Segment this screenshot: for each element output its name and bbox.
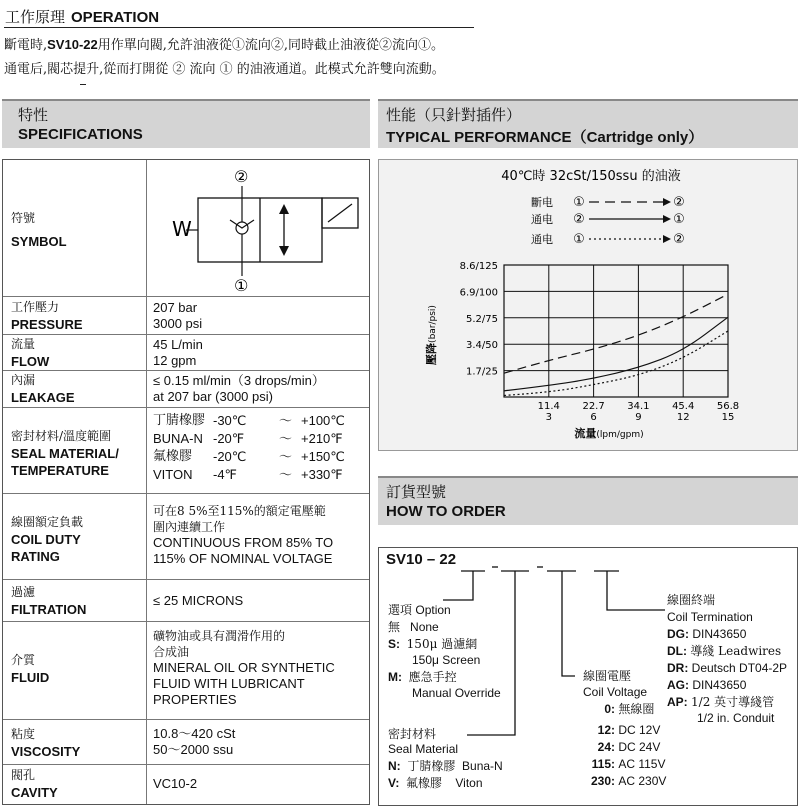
order-voltage-115 — [583, 756, 665, 772]
termination-dg-val: DIN43650 — [692, 627, 747, 641]
leader-option — [443, 571, 473, 600]
performance-chart-panel — [378, 159, 798, 451]
spec-label-symbol-zh: 符號 — [11, 211, 36, 225]
symbol-arrow-down — [279, 246, 289, 256]
y-axis-label — [424, 305, 438, 365]
seal-low-viton-f: -4℉ — [213, 467, 237, 482]
y-tick-label: 8.6/125 — [459, 261, 498, 272]
termination-ag-val: DIN43650 — [692, 678, 747, 692]
spec-label-cavity-en: CAVITY — [11, 785, 58, 800]
valve-symbol-diagram — [168, 164, 363, 294]
seal-buna-key: N: — [388, 759, 401, 773]
termination-ap-val: 1/2 英寸導綫管 — [691, 695, 775, 709]
x-axis-label-text: 流量 — [574, 427, 597, 440]
spec-value-filtration: ≤ 25 MICRONS — [153, 593, 244, 608]
operation-model: SV10-22 — [47, 37, 98, 52]
option-manual-key: M: — [388, 670, 402, 684]
order-option-none — [388, 619, 439, 635]
spec-divider — [146, 494, 147, 579]
order-option-screen-en: 150μ Screen — [412, 653, 481, 667]
spec-label-flow-en: FLOW — [11, 354, 50, 369]
spec-label-filtration-zh: 過濾 — [11, 585, 36, 599]
chart-title: 40℃時 32cSt/150ssu 的油液 — [501, 169, 681, 184]
legend-item-deenergized — [531, 195, 685, 210]
spec-label-flow-zh: 流量 — [11, 337, 36, 351]
spec-row-coil-duty — [3, 494, 369, 580]
operation-line-1-post: 用作單向閥,允許油液從①流向②,同時截止油液從②流向①。 — [97, 38, 444, 53]
seal-buna-zh: 丁腈橡膠 — [407, 759, 456, 773]
spec-value-coil-duty — [153, 503, 333, 567]
order-voltage-230 — [583, 773, 666, 789]
spec-label-pressure-en: PRESSURE — [11, 317, 83, 332]
spec-label-leakage — [11, 372, 75, 406]
seal-sep: ～ — [279, 413, 293, 428]
seal-low-fkm-c: -20℃ — [213, 449, 247, 464]
symbol-solenoid-diagonal — [328, 204, 352, 222]
spec-label-cavity — [11, 767, 58, 801]
fluid-en-3: PROPERTIES — [153, 692, 237, 707]
y-tick-label: 6.9/100 — [459, 287, 498, 299]
spec-label-viscosity-zh: 粘度 — [11, 727, 36, 741]
seal-name-nbr: 丁腈橡膠 — [153, 413, 206, 428]
legend-label-2: 通电 — [531, 213, 553, 226]
y-axis-label-unit: (bar/psi) — [428, 305, 438, 343]
spec-label-fluid — [11, 652, 49, 686]
voltage-12-key: 12: — [597, 723, 615, 737]
option-none-key: 無 — [388, 620, 401, 634]
spec-label-filtration — [11, 584, 86, 618]
spec-row-symbol — [3, 160, 369, 297]
viscosity-cst: 10.8～420 cSt — [153, 726, 236, 741]
order-option-manual-en: Manual Override — [412, 686, 501, 700]
order-termination-dl — [667, 643, 781, 659]
symbol-port-1: ① — [234, 276, 249, 294]
order-option-manual — [388, 669, 457, 685]
voltage-12-val: DC 12V — [618, 723, 661, 737]
order-termination-dg — [667, 626, 746, 642]
spec-label-coil-en-1: COIL DUTY — [11, 532, 81, 547]
order-seal-viton — [388, 775, 483, 791]
x-tick-label-gpm: 3 — [545, 412, 552, 423]
spec-label-fluid-zh: 介質 — [11, 653, 36, 667]
order-option-title-zh: 選項 — [388, 603, 413, 617]
spec-divider — [146, 720, 147, 764]
spec-value-cavity: VC10-2 — [153, 776, 198, 791]
legend-label-3: 通电 — [531, 233, 553, 246]
order-panel — [378, 547, 798, 806]
seal-sep: ～ — [279, 467, 293, 482]
seal-high-buna-f: +210℉ — [301, 431, 343, 446]
specifications-table — [2, 159, 370, 805]
order-termination-ap-en: 1/2 in. Conduit — [697, 711, 775, 725]
order-header-zh: 訂貨型號 — [386, 483, 447, 501]
seal-buna-en: Buna-N — [462, 759, 503, 773]
order-termination-dr — [667, 660, 787, 676]
option-none-en: None — [410, 620, 439, 634]
legend-from-1: ① — [573, 195, 585, 210]
spec-row-pressure — [3, 297, 369, 335]
specifications-header — [2, 99, 370, 148]
chart-y-axis-label — [424, 305, 438, 365]
order-voltage-title-en: Coil Voltage — [583, 685, 648, 699]
spec-label-cavity-zh: 閥孔 — [11, 768, 36, 782]
termination-dr-val: Deutsch DT04-2P — [691, 661, 788, 675]
specifications-header-zh: 特性 — [18, 106, 49, 124]
fluid-en-2: FLUID WITH LUBRICANT — [153, 676, 305, 691]
x-tick-label-lpm: 22.7 — [582, 401, 605, 412]
leader-termination — [607, 571, 665, 610]
seal-high-viton-f: +330℉ — [301, 467, 343, 482]
seal-sep: ～ — [279, 449, 293, 464]
spec-row-viscosity — [3, 720, 369, 765]
operation-dash — [80, 84, 86, 85]
fluid-en-1: MINERAL OIL OR SYNTHETIC — [153, 660, 335, 675]
voltage-115-key: 115: — [591, 757, 615, 771]
legend-to-2: ① — [673, 212, 685, 227]
operation-line-2: 通電后,閥芯提升,從而打開從 ② 流向 ① 的油液通道。此模式允許雙向流動。 — [4, 62, 445, 77]
seal-low-nbr-c: -30℃ — [213, 413, 247, 428]
order-termination-ag — [667, 677, 746, 693]
flow-gpm: 12 gpm — [153, 353, 197, 368]
spec-divider — [146, 622, 147, 719]
legend-item-energized-1-2 — [531, 232, 685, 247]
legend-to-1: ② — [673, 195, 685, 210]
order-header — [378, 476, 798, 525]
symbol-spring: W — [172, 217, 192, 241]
spec-label-seal — [11, 428, 119, 479]
spec-row-flow — [3, 335, 369, 371]
spec-label-leakage-zh: 內漏 — [11, 373, 36, 387]
viscosity-ssu: 50～2000 ssu — [153, 742, 234, 757]
termination-ag-key: AG: — [667, 678, 689, 692]
spec-label-pressure — [11, 299, 83, 333]
spec-label-seal-en-2: TEMPERATURE — [11, 463, 109, 478]
performance-header — [378, 99, 798, 148]
order-model-code: SV10 – 22 — [386, 551, 457, 568]
y-tick-label: 3.4/50 — [466, 340, 498, 352]
seal-temperature-table — [153, 413, 361, 483]
operation-title-zh: 工作原理 — [5, 8, 66, 26]
order-termination-title-en: Coil Termination — [667, 610, 753, 624]
operation-title-en: OPERATION — [71, 9, 160, 26]
termination-dg-key: DG: — [667, 627, 689, 641]
spec-row-leakage — [3, 371, 369, 408]
order-termination-ap — [667, 694, 774, 710]
spec-row-filtration — [3, 580, 369, 622]
seal-high-nbr-c: +100℃ — [301, 413, 345, 428]
termination-dr-key: DR: — [667, 661, 689, 675]
order-termination-title-zh: 線圈終端 — [667, 593, 716, 607]
order-header-en: HOW TO ORDER — [386, 503, 506, 520]
symbol-arrow-up — [279, 204, 289, 214]
y-tick-label: 5.2/75 — [466, 313, 498, 325]
legend-arrow-2 — [663, 215, 671, 223]
pressure-bar: 207 bar — [153, 300, 198, 315]
termination-dl-key: DL: — [667, 644, 687, 658]
x-tick-label-lpm: 45.4 — [672, 401, 695, 412]
order-seal-title-en: Seal Material — [388, 742, 459, 756]
spec-label-coil-duty — [11, 514, 83, 565]
fluid-zh-1: 礦物油或具有潤滑作用的 — [153, 629, 286, 643]
coil-duty-zh-1: 可在8 5%至115%的額定電壓範 — [153, 504, 326, 518]
x-tick-label-lpm: 11.4 — [537, 401, 560, 412]
operation-title — [5, 6, 159, 27]
order-voltage-24 — [583, 739, 660, 755]
leakage-rate: ≤ 0.15 ml/min（3 drops/min） — [153, 373, 325, 388]
spec-label-leakage-en: LEAKAGE — [11, 390, 75, 405]
spec-label-filtration-en: FILTRATION — [11, 602, 87, 617]
option-manual-zh: 應急手控 — [408, 670, 457, 684]
legend-from-3: ① — [573, 232, 585, 247]
order-seal-title-zh: 密封材料 — [388, 727, 437, 741]
legend-arrow-1 — [663, 198, 671, 206]
order-voltage-12 — [583, 722, 660, 738]
spec-row-cavity — [3, 765, 369, 804]
operation-line-1-pre: 斷電時, — [4, 38, 48, 53]
spec-label-coil-zh: 線圈額定負載 — [11, 515, 84, 529]
seal-grid — [153, 413, 361, 483]
chart-plot-area — [460, 261, 739, 423]
voltage-115-val: AC 115V — [618, 757, 666, 771]
x-axis-label-unit: (lpm/gpm) — [596, 430, 644, 440]
spec-divider — [146, 408, 147, 493]
plot-frame — [504, 265, 728, 397]
spec-value-pressure — [153, 300, 202, 332]
order-option-screen — [388, 636, 477, 652]
spec-value-flow — [153, 337, 203, 369]
legend-item-energized-2-1 — [531, 212, 685, 227]
performance-header-en: TYPICAL PERFORMANCE（Cartridge only） — [386, 129, 704, 146]
spec-label-pressure-zh: 工作壓力 — [11, 300, 60, 314]
spec-label-flow — [11, 336, 49, 370]
spec-value-viscosity — [153, 726, 235, 758]
fluid-zh-2: 合成油 — [153, 645, 190, 659]
specifications-header-en: SPECIFICATIONS — [18, 126, 143, 143]
coil-duty-en-1: CONTINUOUS FROM 85% TO — [153, 535, 334, 550]
spec-divider — [146, 160, 147, 296]
coil-duty-zh-2: 圍內連續工作 — [153, 520, 226, 534]
voltage-0-key: 0: — [604, 702, 615, 716]
seal-viton-zh: 氟橡膠 — [406, 776, 443, 790]
spec-row-fluid — [3, 622, 369, 720]
spec-label-fluid-en: FLUID — [11, 670, 50, 685]
seal-name-fkm: 氟橡膠 — [153, 449, 193, 464]
termination-dl-val: 導綫 Leadwires — [690, 644, 782, 658]
operation-rule — [4, 27, 474, 28]
leader-voltage — [562, 571, 575, 676]
spec-label-coil-en-2: RATING — [11, 549, 60, 564]
spec-label-seal-en-1: SEAL MATERIAL/ — [11, 446, 119, 461]
coil-duty-en-2: 115% OF NOMINAL VOLTAGE — [153, 551, 333, 566]
x-tick-label-lpm: 34.1 — [627, 401, 650, 412]
spec-label-symbol-en: SYMBOL — [11, 234, 67, 249]
spec-divider — [146, 335, 147, 370]
legend-from-2: ② — [573, 212, 585, 227]
performance-chart — [379, 160, 797, 450]
spec-value-leakage — [153, 373, 325, 405]
x-tick-label-gpm: 15 — [721, 412, 735, 423]
spec-label-symbol — [11, 210, 67, 250]
seal-viton-en: Viton — [455, 776, 483, 790]
termination-ap-key: AP: — [667, 695, 688, 709]
pressure-psi: 3000 psi — [153, 316, 203, 331]
spec-label-seal-zh: 密封材料/溫度範圍 — [11, 429, 112, 443]
seal-name-buna: BUNA-N — [153, 431, 203, 446]
legend-arrow-3 — [663, 235, 671, 243]
voltage-24-key: 24: — [597, 740, 615, 754]
x-tick-label-gpm: 9 — [635, 412, 642, 423]
x-tick-label-gpm: 12 — [676, 412, 690, 423]
x-axis-label — [574, 426, 643, 440]
x-tick-label-lpm: 56.8 — [716, 401, 740, 412]
seal-high-fkm-c: +150℃ — [301, 449, 345, 464]
voltage-24-val: DC 24V — [618, 740, 661, 754]
seal-low-buna-f: -20℉ — [213, 431, 245, 446]
performance-header-zh: 性能（只針對插件） — [386, 106, 522, 124]
leakage-condition: at 207 bar (3000 psi) — [153, 389, 273, 404]
seal-sep: ～ — [279, 431, 293, 446]
spec-row-seal — [3, 408, 369, 494]
spec-divider — [146, 371, 147, 407]
voltage-230-val: AC 230V — [618, 774, 667, 788]
option-screen-zh: 150μ 過濾網 — [406, 637, 478, 651]
spec-divider — [146, 580, 147, 621]
x-tick-label-gpm: 6 — [590, 412, 597, 423]
series-line-dashed — [504, 294, 728, 373]
chart-legend — [531, 195, 685, 247]
legend-label-1: 斷电 — [531, 196, 553, 209]
order-seal-buna — [388, 758, 503, 774]
spec-label-viscosity — [11, 726, 80, 760]
legend-to-3: ② — [673, 232, 685, 247]
spec-divider — [146, 765, 147, 804]
voltage-230-key: 230: — [590, 774, 615, 788]
voltage-0-val: 無線圈 — [618, 702, 655, 716]
spec-divider — [146, 297, 147, 334]
order-voltage-title-zh: 線圈電壓 — [583, 669, 632, 683]
spec-label-viscosity-en: VISCOSITY — [11, 744, 81, 759]
y-tick-label: 1.7/25 — [466, 366, 498, 378]
order-option-title-en: Option — [415, 603, 451, 617]
operation-line-1 — [4, 34, 444, 53]
order-option-title — [388, 602, 451, 618]
option-screen-key: S: — [388, 637, 400, 651]
flow-lpm: 45 L/min — [153, 337, 203, 352]
seal-viton-key: V: — [388, 776, 400, 790]
seal-name-viton: VITON — [153, 467, 193, 482]
spec-value-fluid — [153, 628, 335, 708]
y-axis-label-text: 壓降 — [425, 342, 438, 365]
symbol-port-2: ② — [234, 167, 249, 186]
